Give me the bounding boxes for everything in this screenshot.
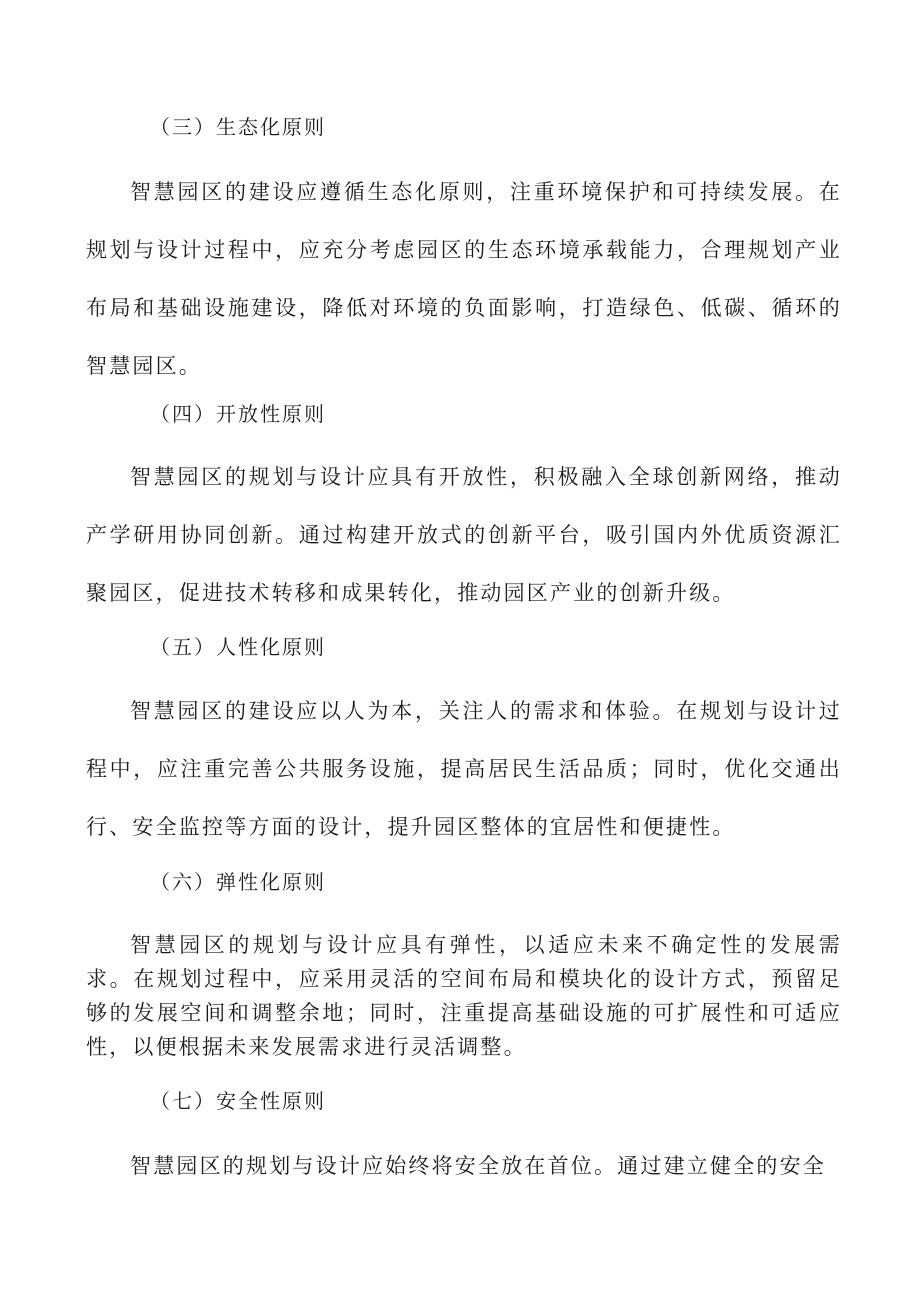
section-heading-7: （七）安全性原则 (150, 1089, 326, 1113)
section-heading-6: （六）弹性化原则 (150, 870, 326, 894)
section-body-5: 智慧园区的建设应以人为本，关注人的需求和体验。在规划与设计过程中，应注重完善公共服务设施，提高居民生活品质；同时，优化交通出行、安全监控等方面的设计，提升园区整体的宜居性和便捷性。 (86, 699, 842, 839)
section-heading-4: （四）开放性原则 (150, 402, 326, 426)
section-body-7: 智慧园区的规划与设计应始终将安全放在首位。通过建立健全的安全 (130, 1154, 826, 1178)
section-body-3: 智慧园区的建设应遵循生态化原则，注重环境保护和可持续发展。在规划与设计过程中，应充分考虑园区的生态环境承载能力，合理规划产业布局和基础设施建设，降低对环境的负面影响，打造绿色、低碳、循环的智慧园区。 (86, 180, 842, 378)
section-heading-3: （三）生态化原则 (150, 115, 326, 139)
section-body-4: 智慧园区的规划与设计应具有开放性，积极融入全球创新网络，推动产学研用协同创新。通过构建开放式的创新平台，吸引国内外优质资源汇聚园区，促进技术转移和成果转化，推动园区产业的创新升级。 (86, 465, 842, 605)
section-heading-5: （五）人性化原则 (150, 635, 326, 659)
section-body-6: 智慧园区的规划与设计应具有弹性，以适应未来不确定性的发展需求。在规划过程中，应采用灵活的空间布局和模块化的设计方式，预留足够的发展空间和调整余地；同时，注重提高基础设施的可扩展性和可适应性，以便根据未来发展需求进行灵活调整。 (86, 933, 842, 1059)
